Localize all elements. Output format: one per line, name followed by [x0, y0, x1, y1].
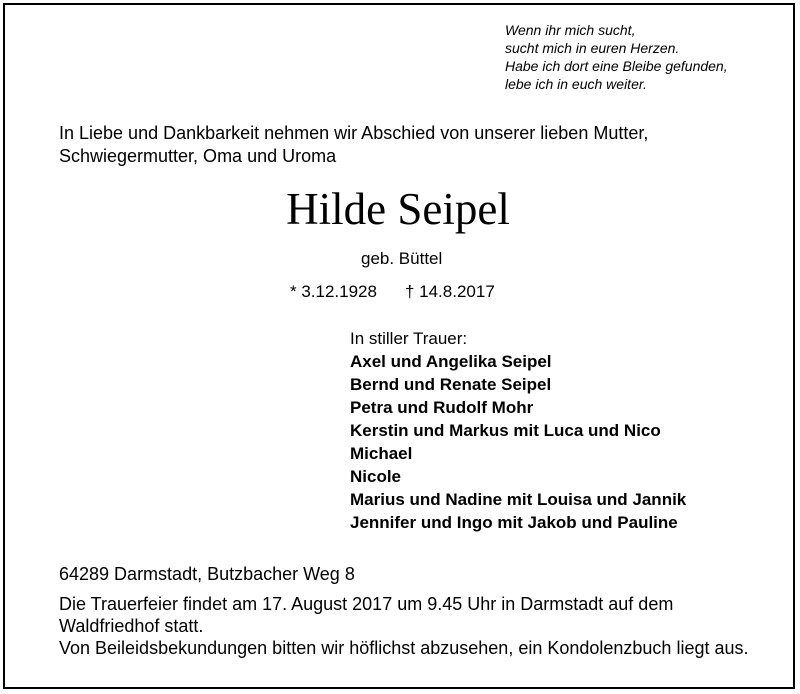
mourner-entry: Kerstin und Markus mit Luca und Nico — [350, 421, 661, 440]
birth-date: * 3.12.1928 — [290, 282, 377, 301]
mourner-entry: Petra und Rudolf Mohr — [350, 398, 534, 417]
mourner-entry: Axel und Angelika Seipel — [350, 352, 552, 371]
poem-line: lebe ich in euch weiter. — [505, 76, 647, 92]
farewell-intro: In Liebe und Dankbarkeit nehmen wir Abschied von unserer lieben Mutter, Schwiegermutter, Oma und Uroma — [59, 123, 649, 166]
service-notes — [59, 593, 774, 659]
poem-line: Wenn ihr mich sucht, — [505, 22, 636, 38]
deceased-name: Hilde Seipel — [286, 184, 510, 234]
mourners-lead: In stiller Trauer: — [350, 329, 468, 348]
poem-line: sucht mich in euren Herzen. — [505, 40, 680, 56]
mourner-entry: Nicole — [350, 467, 402, 486]
death-date: † 14.8.2017 — [404, 282, 495, 301]
mourners-list — [350, 327, 686, 534]
mourner-entry: Michael — [350, 444, 413, 463]
obituary-notice — [3, 3, 795, 689]
mourner-entry: Bernd und Renate Seipel — [350, 375, 552, 394]
funeral-info: Die Trauerfeier findet am 17. August 2017 um 9.45 Uhr in Darmstadt auf dem Waldfriedhof statt. — [59, 594, 674, 636]
memorial-poem — [505, 21, 728, 93]
family-address: 64289 Darmstadt, Butzbacher Weg 8 — [59, 564, 355, 584]
maiden-name: geb. Büttel — [361, 249, 443, 268]
condolence-info: Von Beileidsbekundungen bitten wir höflichst abzusehen, ein Kondolenzbuch liegt aus. — [59, 638, 749, 658]
mourner-entry: Marius und Nadine mit Louisa und Jannik — [350, 490, 687, 509]
life-dates — [290, 281, 495, 303]
poem-line: Habe ich dort eine Bleibe gefunden, — [505, 58, 728, 74]
mourner-entry: Jennifer und Ingo mit Jakob und Pauline — [350, 513, 678, 532]
